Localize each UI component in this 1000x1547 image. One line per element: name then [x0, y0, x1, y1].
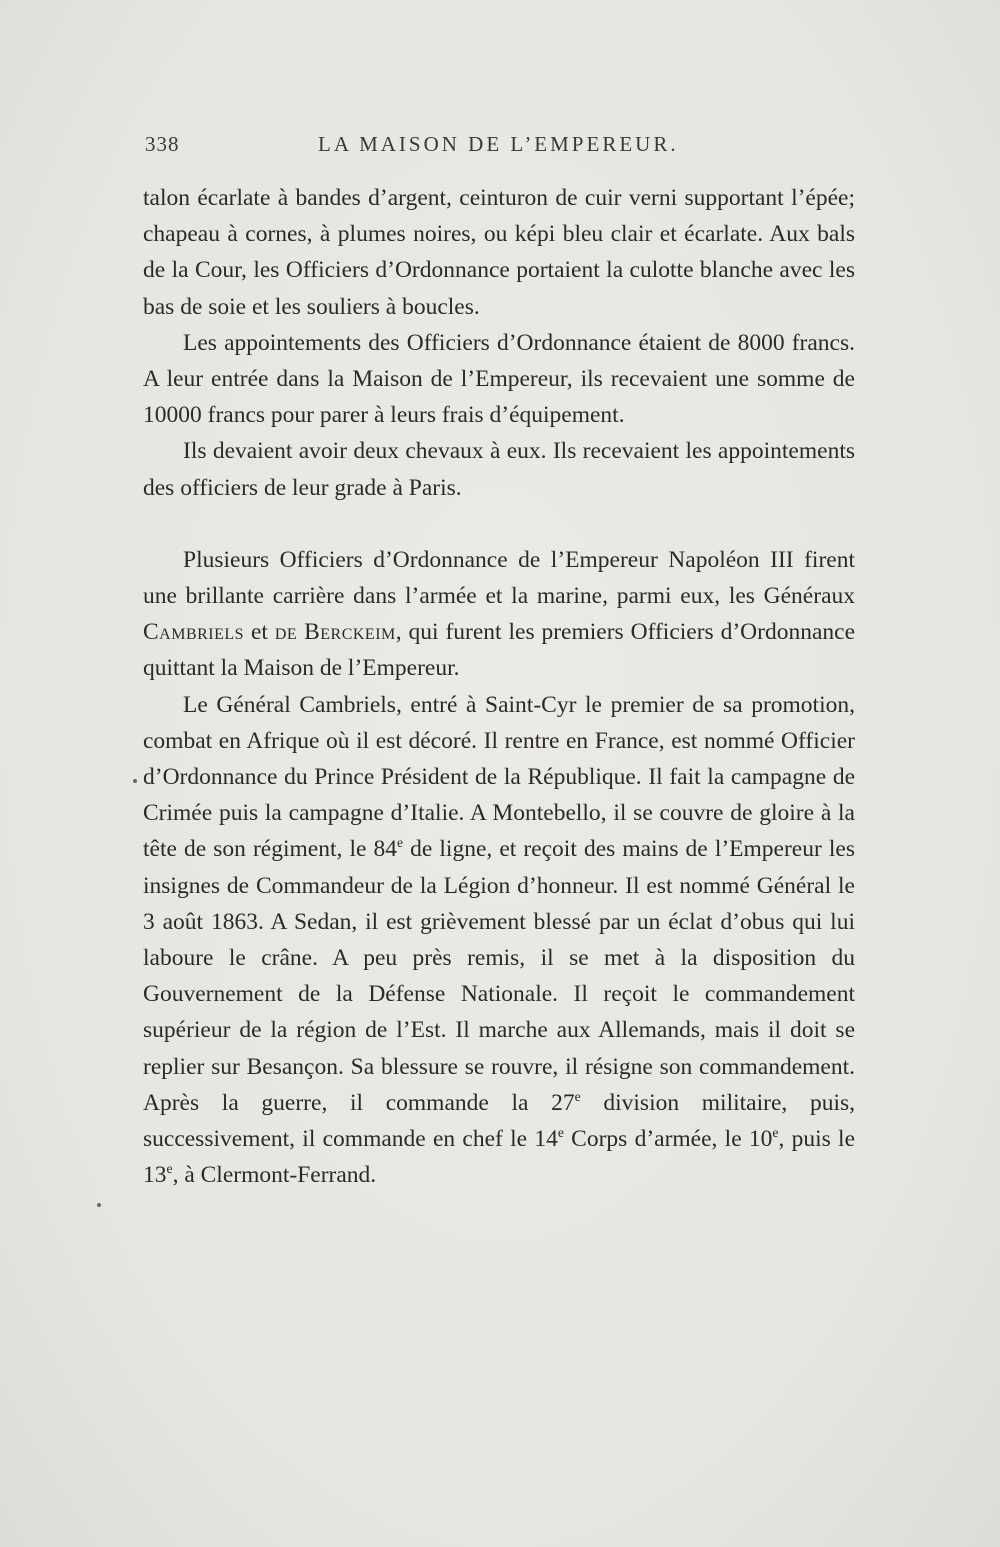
paragraph-careers: [143, 542, 855, 687]
superscript: e: [772, 1125, 779, 1141]
text-run: de ligne, et reçoit des mains de l’Empereur les insignes de Commandeur de la Légion d’honneur. Il est nommé Général le 3 août 1863. A Sedan, il est grièvement blessé par un éclat d’obus qui lui laboure le crâne. A peu près remis, il se met à la disposition du Gouvernement de la Défense Nationale. Il reçoit le commandement supérieur de la région de l’Est. Il marche aux Allemands, mais il doit se replier sur Besançon. Sa blessure se rouvre, il résigne son commandement. Après la guerre, il commande la 27: [143, 836, 855, 1116]
body-text: [143, 180, 855, 1193]
page-number: 338: [145, 132, 180, 156]
text-run: Plusieurs Officiers d’Ordonnance de l’Empereur Napoléon III firent une brillante carrière dans l’armée et la marine, parmi eux, les Généraux: [143, 546, 855, 610]
text-run: , qui furent les premiers Officiers d’Ordonnance quittant la Maison de l’Empereur.: [143, 619, 855, 682]
text-run: , puis le 13: [143, 1126, 855, 1189]
text-run: , à Clermont-Ferrand.: [172, 1162, 377, 1189]
text-run: Corps d’armée, le 10: [563, 1126, 773, 1153]
running-header: [143, 132, 855, 166]
name-cambriels: Cambriels: [143, 619, 245, 646]
ink-speck: [97, 1203, 101, 1207]
name-particle: de: [274, 619, 298, 646]
text-run: Le Général Cambriels, entré à Saint-Cyr le premier de sa promotion, combat en Afrique où il est décoré. Il rentre en France, est nommé Officier d’Ordonnance du Prince Président de la République. Il fait la campagne de Crimée puis la campagne d’Italie. A Montebello, il se couvre de gloire à la tête de son régiment, le 84: [143, 691, 855, 863]
text-run: division militaire, puis, successivement, il commande en chef le 14: [143, 1089, 855, 1153]
name-berckeim: Berckeim: [304, 619, 396, 646]
paragraph-cambriels-bio: [143, 687, 855, 1194]
paragraph-horses: Ils devaient avoir deux chevaux à eux. Ils recevaient les appointements des officiers de leur grade à Paris.: [143, 438, 855, 501]
superscript: e: [557, 1125, 564, 1141]
ink-speck: [133, 779, 137, 783]
running-title: LA MAISON DE L’EMPEREUR.: [318, 132, 679, 156]
paragraph-uniform: talon écarlate à bandes d’argent, ceinturon de cuir verni supportant l’épée; chapeau à cornes, à plumes noires, ou képi bleu clair et écarlate. Aux bals de la Cour, les Officiers d’Ordonnance portaient la culotte blanche avec les bas de soie et les souliers à boucles.: [143, 185, 855, 320]
superscript: e: [397, 835, 404, 851]
text-run: et: [244, 619, 275, 646]
superscript: e: [166, 1161, 173, 1177]
superscript: e: [574, 1089, 581, 1105]
paragraph-salary: Les appointements des Officiers d’Ordonnance étaient de 8000 francs. A leur entrée dans la Maison de l’Empereur, ils recevaient une somme de 10000 francs pour parer à leurs frais d’équipement.: [143, 329, 855, 429]
